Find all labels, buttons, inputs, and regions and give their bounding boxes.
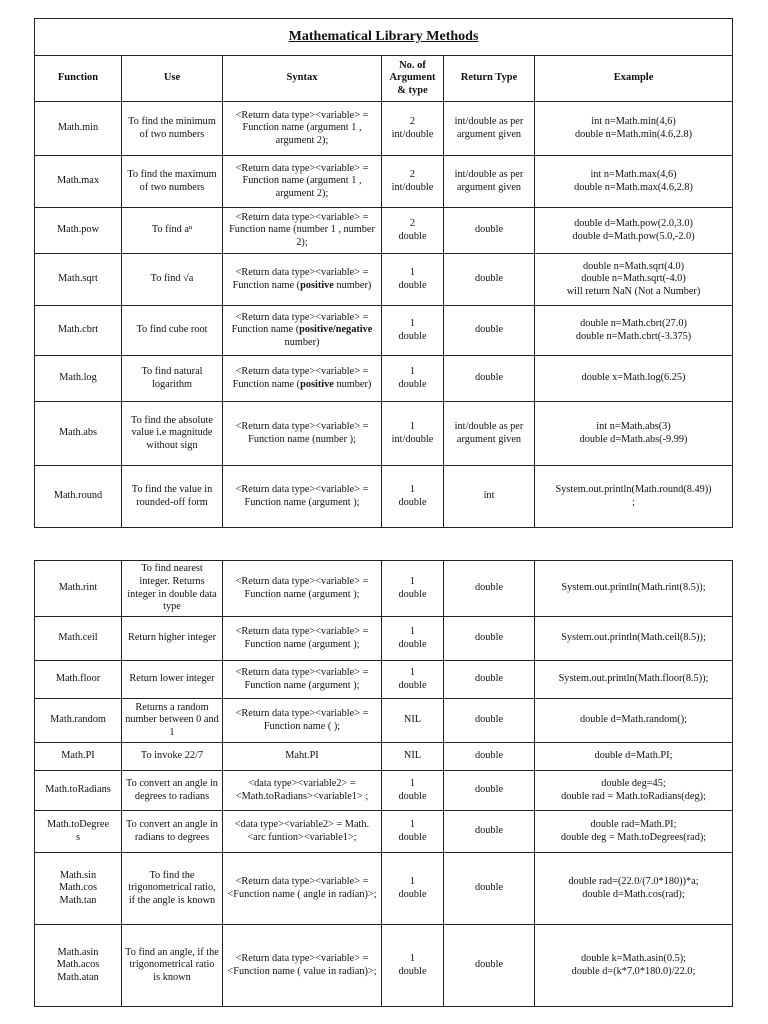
table-body-1 (35, 102, 733, 528)
syntax-segment: <Return data type><variable> = Function name (argument 1 , argument 2); (235, 109, 369, 146)
header-function: Function (35, 56, 122, 102)
argument-line: double (398, 496, 427, 508)
argument-line: double (398, 378, 427, 390)
example-cell (535, 356, 733, 402)
argument-line: 1 (409, 625, 416, 637)
syntax-cell (223, 811, 382, 853)
syntax-segment: <Return data type><variable> = Function name ( (231, 311, 369, 336)
syntax-segment: Maht.PI (285, 750, 319, 762)
syntax-segment: <Return data type><variable> = Function name (argument ); (235, 483, 369, 508)
example-line: double rad = Math.toRadians(deg); (561, 790, 706, 802)
function-line: Math.log (59, 372, 97, 384)
syntax-cell (223, 156, 382, 208)
example-cell (535, 156, 733, 208)
table-row (35, 661, 733, 699)
return-type-cell: double (444, 771, 535, 811)
function-cell (35, 617, 122, 661)
return-type-cell: double (444, 925, 535, 1007)
example-cell (535, 466, 733, 528)
function-cell (35, 771, 122, 811)
function-cell (35, 925, 122, 1007)
example-line: double d=Math.random(); (579, 714, 688, 726)
function-line: Math.atan (57, 971, 99, 983)
argument-cell (382, 811, 444, 853)
header-syntax: Syntax (223, 56, 382, 102)
methods-table-part-1 (34, 18, 733, 528)
argument-cell (382, 853, 444, 925)
argument-line: double (398, 588, 427, 600)
argument-cell (382, 561, 444, 617)
example-line: System.out.println(Math.rint(8.5)); (561, 582, 706, 594)
table-row (35, 208, 733, 254)
syntax-cell (223, 743, 382, 771)
table-row (35, 743, 733, 771)
example-cell (535, 925, 733, 1007)
function-cell (35, 466, 122, 528)
example-line: double n=Math.max(4.6,2.8) (574, 181, 693, 193)
function-cell (35, 853, 122, 925)
function-line: Math.pow (56, 224, 100, 236)
return-type-cell: double (444, 254, 535, 306)
header-return-type: Return Type (444, 56, 535, 102)
return-type-cell: double (444, 208, 535, 254)
function-line: Math.cos (58, 882, 98, 894)
function-line: Math.asin (57, 946, 99, 958)
table-row (35, 925, 733, 1007)
syntax-cell (223, 925, 382, 1007)
use-cell: To convert an angle in degrees to radians (122, 771, 223, 811)
syntax-cell (223, 254, 382, 306)
table-title (35, 19, 733, 56)
table-row (35, 156, 733, 208)
argument-line: 2 (409, 168, 416, 180)
return-type-cell: double (444, 811, 535, 853)
example-line: ; (632, 496, 635, 508)
example-line: int n=Math.abs(3) (596, 420, 671, 432)
table-row (35, 699, 733, 743)
example-line: double n=Math.cbrt(27.0) (580, 317, 687, 329)
syntax-segment: <data type><variable2> = Math.<arc funtion><variable1>; (234, 818, 370, 843)
argument-line: double (398, 790, 427, 802)
function-line: Math.abs (58, 427, 98, 439)
syntax-segment: <Return data type><variable> = Function name (argument ); (235, 625, 369, 650)
function-line: Math.sin (59, 869, 97, 881)
function-cell (35, 561, 122, 617)
header-example: Example (535, 56, 733, 102)
example-cell (535, 853, 733, 925)
argument-line: 1 (409, 666, 416, 678)
function-line: Math.cbrt (57, 324, 99, 336)
example-cell (535, 402, 733, 466)
syntax-cell (223, 771, 382, 811)
example-line: double k=Math.asin(0.5); (580, 952, 687, 964)
syntax-segment: positive (300, 378, 334, 390)
example-line: double n=Math.min(4.6,2.8) (575, 128, 693, 140)
argument-line: NIL (403, 714, 422, 726)
example-cell (535, 661, 733, 699)
function-cell (35, 356, 122, 402)
use-cell: To convert an angle in radians to degrees (122, 811, 223, 853)
syntax-cell (223, 699, 382, 743)
use-cell: To find the maximum of two numbers (122, 156, 223, 208)
header-row (35, 56, 733, 102)
example-line: double n=Math.sqrt(-4.0) (581, 273, 686, 285)
return-type-cell: double (444, 743, 535, 771)
example-line: System.out.println(Math.round(8.49)) (555, 483, 712, 495)
argument-cell (382, 743, 444, 771)
function-line: Math.toRadians (45, 784, 111, 796)
table-row (35, 811, 733, 853)
use-cell: To find the absolute value i.e magnitude without sign (122, 402, 223, 466)
function-cell (35, 811, 122, 853)
argument-line: 1 (409, 818, 416, 830)
argument-line: 2 (409, 115, 416, 127)
argument-line: double (398, 638, 427, 650)
argument-line: double (398, 831, 427, 843)
syntax-segment: <Return data type><variable> = Function name (argument ); (235, 575, 369, 600)
syntax-segment: positive (300, 279, 334, 291)
argument-cell (382, 306, 444, 356)
syntax-cell (223, 661, 382, 699)
example-cell (535, 617, 733, 661)
argument-cell (382, 466, 444, 528)
example-line: double d=Math.pow(5.0,-2.0) (572, 230, 695, 242)
return-type-cell: double (444, 853, 535, 925)
example-line: double d=Math.abs(-9.99) (579, 433, 688, 445)
return-type-cell: double (444, 661, 535, 699)
argument-cell (382, 617, 444, 661)
table-row (35, 466, 733, 528)
table-row (35, 771, 733, 811)
example-line: double rad=Math.PI; (590, 818, 677, 830)
return-type-cell: double (444, 306, 535, 356)
function-line: Math.round (53, 490, 103, 502)
syntax-cell (223, 561, 382, 617)
example-line: double deg=45; (601, 777, 666, 789)
table-row (35, 561, 733, 617)
return-type-cell: double (444, 699, 535, 743)
argument-line: NIL (403, 750, 422, 762)
argument-line: 1 (409, 952, 416, 964)
syntax-cell (223, 617, 382, 661)
example-cell (535, 743, 733, 771)
example-cell (535, 306, 733, 356)
argument-cell (382, 208, 444, 254)
syntax-segment: <Return data type><variable> = <Function name ( angle in radian)>; (227, 875, 377, 900)
example-cell (535, 561, 733, 617)
return-type-cell: int (444, 466, 535, 528)
syntax-segment: <Return data type><variable> = Function name (argument ); (235, 666, 369, 691)
syntax-segment: <Return data type><variable> = Function name (number ); (235, 420, 369, 445)
header-use: Use (122, 56, 223, 102)
syntax-cell (223, 208, 382, 254)
return-type-cell: int/double as per argument given (444, 156, 535, 208)
function-line: Math.PI (61, 750, 95, 762)
argument-line: double (398, 965, 427, 977)
example-cell (535, 699, 733, 743)
table-row (35, 617, 733, 661)
example-line: double d=Math.pow(2.0,3.0) (574, 217, 693, 229)
use-cell: Return lower integer (122, 661, 223, 699)
argument-line: int/double (391, 181, 434, 193)
syntax-segment: <Return data type><variable> = <Function name ( value in radian)>; (227, 952, 377, 977)
syntax-cell (223, 306, 382, 356)
example-line: double d=(k*7.0*180.0)/22.0; (571, 965, 696, 977)
argument-line: 1 (409, 420, 416, 432)
function-cell (35, 102, 122, 156)
methods-table-part-2 (34, 560, 733, 1007)
example-line: int n=Math.min(4,6) (591, 115, 676, 127)
use-cell: To find the minimum of two numbers (122, 102, 223, 156)
argument-line: double (398, 330, 427, 342)
syntax-segment: number) (333, 279, 372, 291)
use-cell: To find nearest integer. Returns integer in double data type (122, 561, 223, 617)
function-cell (35, 699, 122, 743)
return-type-cell: double (444, 356, 535, 402)
function-line: Math.ceil (58, 632, 98, 644)
argument-cell (382, 102, 444, 156)
function-line: Math.min (57, 122, 99, 134)
example-line: double deg = Math.toDegrees(rad); (560, 831, 707, 843)
argument-line: 1 (409, 575, 416, 587)
return-type-cell: int/double as per argument given (444, 402, 535, 466)
argument-line: double (398, 888, 427, 900)
argument-cell (382, 661, 444, 699)
table-row (35, 102, 733, 156)
table-row (35, 853, 733, 925)
table-row (35, 254, 733, 306)
use-cell: To find an angle, if the trigonometrical ratio is known (122, 925, 223, 1007)
return-type-cell: int/double as per argument given (444, 102, 535, 156)
argument-cell (382, 156, 444, 208)
function-cell (35, 743, 122, 771)
argument-line: 1 (409, 875, 416, 887)
function-cell (35, 306, 122, 356)
syntax-cell (223, 402, 382, 466)
table-body-2 (35, 561, 733, 1007)
example-line: double n=Math.sqrt(4.0) (583, 260, 685, 272)
table-row (35, 356, 733, 402)
argument-line: 1 (409, 483, 416, 495)
argument-line: 1 (409, 777, 416, 789)
function-line: Math.tan (59, 894, 97, 906)
example-cell (535, 102, 733, 156)
return-type-cell: double (444, 561, 535, 617)
argument-line: int/double (391, 433, 434, 445)
syntax-segment: <Return data type><variable> = Function name (number 1 , number 2); (229, 211, 375, 248)
argument-line: double (398, 230, 427, 242)
use-cell: To find √a (122, 254, 223, 306)
function-line: Math.rint (58, 582, 98, 594)
syntax-segment: <Return data type><variable> = Function name ( (232, 365, 369, 390)
argument-line: 1 (409, 317, 416, 329)
example-cell (535, 254, 733, 306)
argument-cell (382, 925, 444, 1007)
syntax-segment: number) (333, 378, 372, 390)
syntax-segment: <Return data type><variable> = Function name ( ); (235, 707, 369, 732)
use-cell: To find the value in rounded-off form (122, 466, 223, 528)
function-line: Math.acos (56, 959, 100, 971)
example-cell (535, 208, 733, 254)
example-cell (535, 811, 733, 853)
syntax-cell (223, 356, 382, 402)
function-cell (35, 208, 122, 254)
argument-cell (382, 699, 444, 743)
table-row (35, 306, 733, 356)
example-cell (535, 771, 733, 811)
function-line: Math.random (50, 714, 106, 726)
syntax-cell (223, 466, 382, 528)
function-cell (35, 254, 122, 306)
function-line: Math.max (56, 175, 100, 187)
example-line: System.out.println(Math.floor(8.5)); (558, 673, 709, 685)
example-line: double n=Math.cbrt(-3.375) (575, 330, 692, 342)
syntax-segment: number) (284, 336, 320, 348)
example-line: double x=Math.log(6.25) (581, 372, 686, 384)
example-line: double d=Math.cos(rad); (582, 888, 685, 900)
argument-line: 1 (409, 365, 416, 377)
argument-line: double (398, 679, 427, 691)
argument-cell (382, 254, 444, 306)
use-cell: Return higher integer (122, 617, 223, 661)
use-cell: To find aⁿ (122, 208, 223, 254)
function-line: s (75, 831, 80, 843)
use-cell: To find natural logarithm (122, 356, 223, 402)
argument-cell (382, 771, 444, 811)
example-line: double rad=(22.0/(7.0*180))*a; (568, 875, 699, 887)
use-cell: Returns a random number between 0 and 1 (122, 699, 223, 743)
example-line: int n=Math.max(4,6) (590, 168, 677, 180)
example-line: will return NaN (Not a Number) (566, 285, 701, 297)
use-cell: To invoke 22/7 (122, 743, 223, 771)
function-line: Math.toDegree (46, 818, 110, 830)
syntax-segment: <Return data type><variable> = Function name (argument 1 , argument 2); (235, 162, 369, 199)
syntax-segment: positive/negative (299, 324, 373, 336)
syntax-segment: <data type><variable2> = <Math.toRadians><variable1> ; (235, 777, 369, 802)
syntax-cell (223, 102, 382, 156)
use-cell: To find cube root (122, 306, 223, 356)
function-line: Math.sqrt (58, 273, 98, 285)
argument-cell (382, 402, 444, 466)
table-title-text: Mathematical Library Methods (288, 28, 479, 44)
function-cell (35, 661, 122, 699)
example-line: System.out.println(Math.ceil(8.5)); (561, 632, 706, 644)
example-line: double d=Math.PI; (594, 750, 673, 762)
argument-line: int/double (391, 128, 434, 140)
header-args: No. of Argument & type (382, 56, 444, 102)
syntax-cell (223, 853, 382, 925)
return-type-cell: double (444, 617, 535, 661)
argument-line: 2 (409, 217, 416, 229)
argument-cell (382, 356, 444, 402)
function-cell (35, 156, 122, 208)
argument-line: double (398, 279, 427, 291)
table-row (35, 402, 733, 466)
syntax-segment: <Return data type><variable> = Function name ( (232, 266, 369, 291)
argument-line: 1 (409, 266, 416, 278)
function-cell (35, 402, 122, 466)
function-line: Math.floor (55, 673, 101, 685)
use-cell: To find the trigonometrical ratio, if the angle is known (122, 853, 223, 925)
